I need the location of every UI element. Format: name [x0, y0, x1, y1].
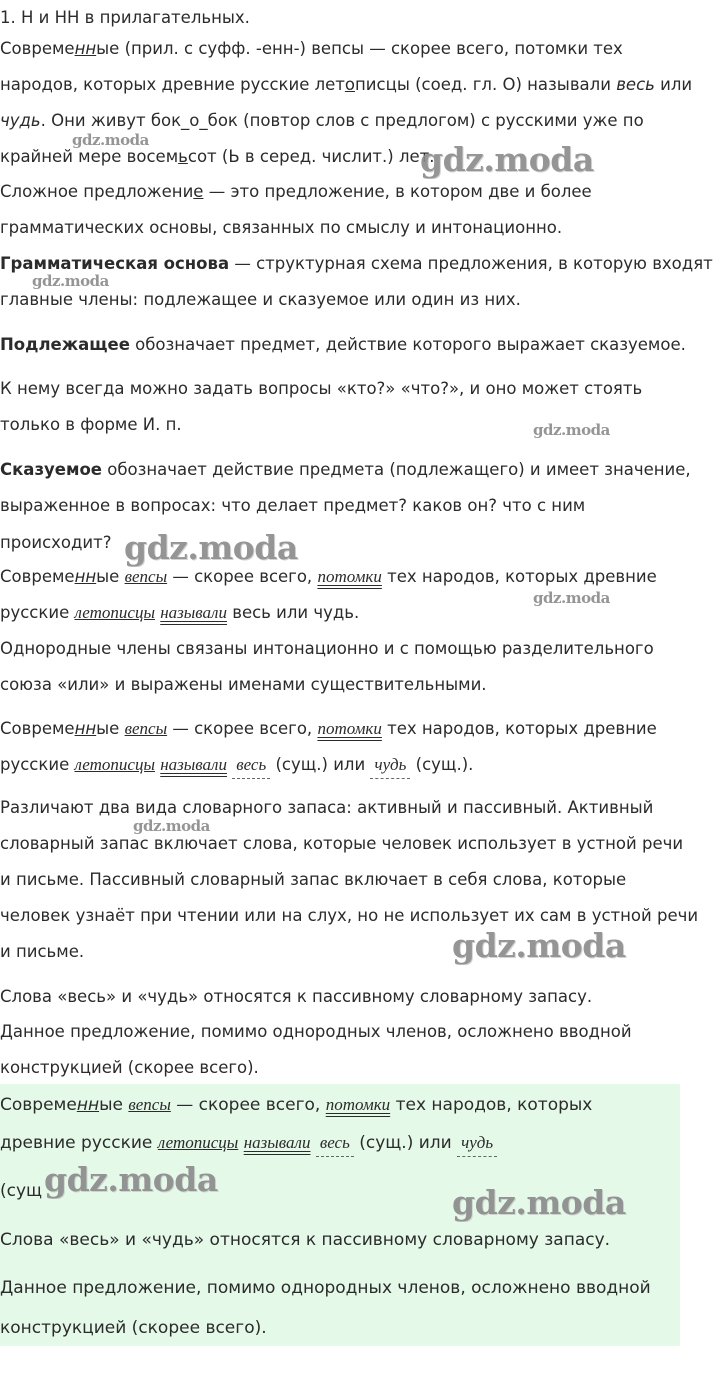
watermark-logo: gdz.moda [72, 131, 149, 149]
text-line: только в форме И. п. [0, 415, 182, 434]
text-line: Современные (прил. с суфф. -енн-) вепсы — скорее всего, потомки тех [0, 39, 623, 58]
heading-line: 1. Н и НН в прилагательных. [0, 8, 250, 27]
text-line: (сущ [0, 1181, 43, 1201]
watermark-logo: gdz.moda [44, 1160, 218, 1199]
parsed-sentence-line: древние русские летописцы называли весь (сущ.) или чудь [0, 1132, 497, 1157]
watermark-logo: gdz.moda [533, 589, 610, 607]
text-line: Данное предложение, помимо однородных членов, осложнено вводной [0, 1278, 651, 1298]
parsed-sentence-line: русские летописцы называли весь или чудь. [0, 603, 360, 622]
watermark-logo: gdz.moda [452, 926, 626, 965]
watermark-logo: gdz.moda [32, 272, 109, 290]
text-line: народов, которых древние русские летописцы (соед. гл. О) называли весь или [0, 75, 693, 94]
text-line: происходит? [0, 533, 112, 552]
watermark-logo: gdz.moda [124, 528, 298, 567]
text-line: Сказуемое обозначает действие предмета (подлежащего) и имеет значение, [0, 460, 691, 479]
watermark-logo: gdz.moda [533, 421, 610, 439]
text-line: человек узнаёт при чтении или на слух, но не использует их сам в устной речи [0, 906, 699, 925]
text-line: Однородные члены связаны интонационно и с помощью разделительного [0, 639, 654, 658]
parsed-sentence-line: Современные вепсы — скорее всего, потомки тех народов, которых древние [0, 719, 657, 738]
watermark-logo: gdz.moda [452, 1183, 626, 1222]
text-line: Грамматическая основа — структурная схема предложения, в которую входят [0, 254, 713, 273]
text-line: конструкцией (скорее всего). [0, 1058, 259, 1077]
text-line: грамматических основы, связанных по смыслу и интонационно. [0, 218, 563, 237]
text-line: выраженное в вопросах: что делает предмет? каков он? что с ним [0, 496, 586, 515]
parsed-sentence-line: Современные вепсы — скорее всего, потомки тех народов, которых древние [0, 567, 657, 586]
text-line: конструкцией (скорее всего). [0, 1318, 267, 1338]
text-line: чудь. Они живут бок_о_бок (повтор слов с предлогом) с русскими уже по [0, 111, 644, 130]
text-line: главные члены: подлежащее и сказуемое или один из них. [0, 290, 521, 309]
text-line: крайней мере восемьсот (Ь в серед. числит.) лет. [0, 147, 435, 166]
text-line: К нему всегда можно задать вопросы «кто?» «что?», и оно может стоять [0, 379, 643, 398]
text-line: Слова «весь» и «чудь» относятся к пассивному словарному запасу. [0, 1230, 611, 1250]
parsed-sentence-line: русские летописцы называли весь (сущ.) или чудь (сущ.). [0, 754, 473, 779]
text-line: и письме. Пассивный словарный запас включает в себя слова, которые [0, 870, 627, 889]
text-line: Слова «весь» и «чудь» относятся к пассивному словарному запасу. [0, 987, 593, 1006]
text-line: Подлежащее обозначает предмет, действие которого выражает сказуемое. [0, 335, 686, 354]
text-line: и письме. [0, 942, 85, 961]
watermark-logo: gdz.moda [420, 140, 594, 179]
watermark-logo: gdz.moda [133, 817, 210, 835]
text-line: Сложное предложение — это предложение, в котором две и более [0, 182, 592, 201]
text-line: Различают два вида словарного запаса: активный и пассивный. Активный [0, 798, 654, 817]
parsed-sentence-line: Современные вепсы — скорее всего, потомки тех народов, которых [0, 1095, 593, 1115]
text-line: Данное предложение, помимо однородных членов, осложнено вводной [0, 1022, 632, 1041]
text-line: союза «или» и выражены именами существительными. [0, 675, 487, 694]
text-line: словарный запас включает слова, которые человек использует в устной речи [0, 834, 684, 853]
